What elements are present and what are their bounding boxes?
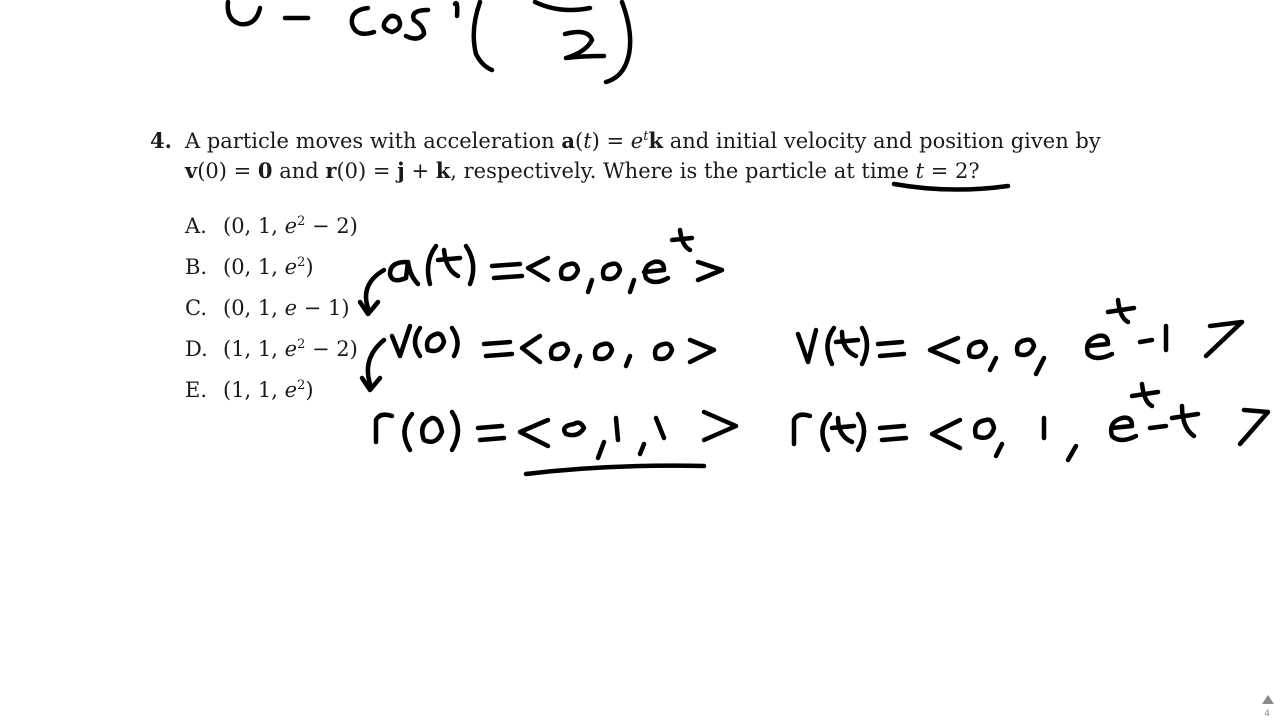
choice-text: − 2)	[305, 337, 358, 361]
vector-r: r	[325, 158, 337, 183]
vector-a: a	[561, 128, 575, 153]
choice-text: (0, 1,	[223, 255, 285, 279]
ink-line-rt	[794, 384, 1268, 460]
choice-text: (0, 1,	[223, 214, 285, 238]
text: (0) =	[197, 159, 258, 183]
exponent-t: t	[643, 129, 649, 144]
exponent: 2	[297, 378, 306, 393]
vector-j: j	[397, 158, 405, 183]
text: (0) =	[336, 159, 398, 183]
vector-k: k	[648, 128, 664, 153]
exponent: 2	[297, 255, 306, 270]
var-e: e	[284, 214, 298, 238]
var-e: e	[284, 255, 298, 279]
text: (	[575, 129, 584, 153]
choice-letter: B.	[185, 255, 208, 279]
scroll-up-icon[interactable]	[1262, 695, 1274, 704]
choice-text: − 2)	[305, 214, 358, 238]
choice-letter: E.	[185, 378, 208, 402]
vector-v: v	[185, 158, 198, 183]
text: A particle moves with acceleration	[185, 129, 562, 153]
exponent: 2	[297, 337, 306, 352]
choice-c	[185, 296, 350, 326]
problem-line-1	[185, 126, 1101, 156]
choice-text: (1, 1,	[223, 378, 285, 402]
ink-line-vt	[798, 300, 1242, 374]
text: ) =	[591, 129, 631, 153]
ink-line-v0	[392, 326, 714, 366]
var-t: t	[915, 159, 925, 183]
text: and initial velocity and position given by	[663, 129, 1101, 153]
var-e: e	[284, 378, 298, 402]
ink-arrows	[360, 270, 384, 390]
choice-text: − 1)	[297, 296, 350, 320]
choice-letter: A.	[185, 214, 207, 238]
choice-text: )	[305, 378, 314, 402]
choice-text: (0, 1,	[223, 296, 285, 320]
choice-a	[185, 214, 358, 244]
choice-letter: C.	[185, 296, 207, 320]
choice-b	[185, 255, 314, 285]
zero-vector: 0	[257, 158, 273, 183]
ink-line-a	[390, 230, 722, 292]
choice-text: )	[305, 255, 314, 279]
var-e: e	[284, 296, 298, 320]
choice-d	[185, 337, 358, 367]
choice-text: (1, 1,	[223, 337, 285, 361]
text: = 2?	[924, 159, 980, 183]
page-indicator: 4	[1264, 709, 1270, 719]
choice-e	[185, 378, 314, 408]
ink-top-fragment	[228, 2, 630, 82]
var-t: t	[583, 129, 592, 153]
ink-line-r0	[376, 412, 736, 474]
exponent: 2	[297, 214, 306, 229]
var-e: e	[630, 129, 644, 153]
vector-k: k	[435, 158, 451, 183]
text: and	[272, 159, 326, 183]
var-e: e	[284, 337, 298, 361]
text: +	[404, 159, 436, 183]
choice-letter: D.	[185, 337, 208, 361]
text: , respectively. Where is the particle at time	[450, 159, 916, 183]
problem-line-2	[185, 156, 980, 186]
problem-number: 4.	[150, 128, 172, 153]
